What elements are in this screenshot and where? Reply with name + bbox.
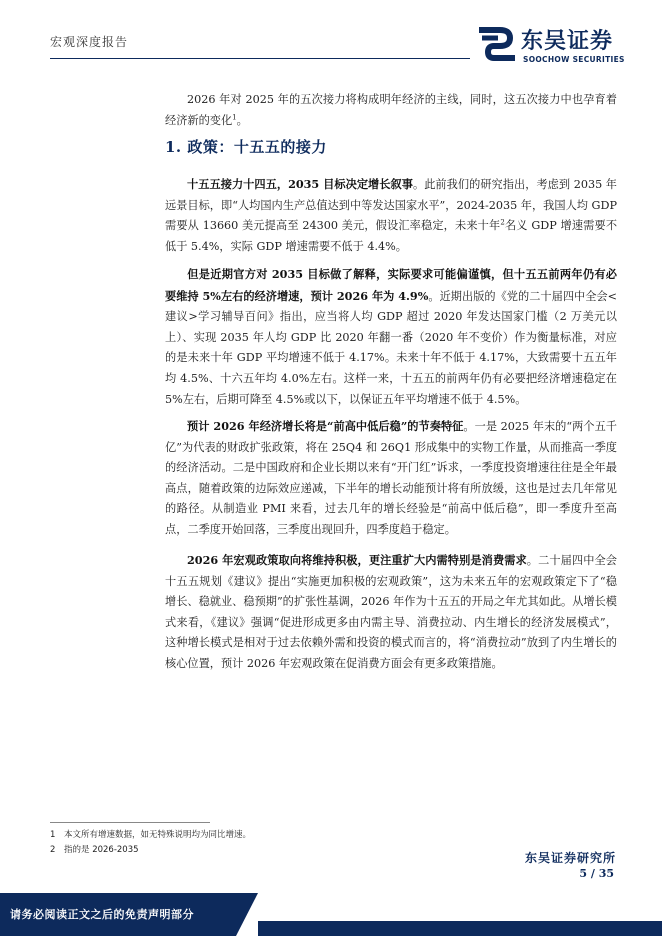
- paragraph-3-body: 。一是 2025 年末的“两个五千亿”为代表的财政扩张政策，将在 25Q4 和 26Q1 形成集中的实物工作量，从而推高一季度的经济活动。二是中国政府和企业长期以来有“开门红”诉求，一季度投资增速往往是全年最高点，随着政策的边际效应递减，下半年的增长动能预计将有所放缓，这也是过去几年常见的路径。从制造业 PMI 来看，过去几年的增长经验是“前高中低后稳”，即一季度升至高点，二季度开始回落，三季度出现回升，四季度趋于稳定。: [165, 420, 617, 536]
- footnote-2: 2 指的是 2026-2035: [50, 845, 139, 855]
- disclaimer-bar: [0, 893, 662, 936]
- header-divider: [50, 58, 470, 59]
- soochow-logo-icon: [476, 24, 518, 66]
- intro-text: 2026 年对 2025 年的五次接力将构成明年经济的主线，同时，这五次接力中也孕育着经济新的变化: [165, 93, 617, 127]
- paragraph-1-lead: 十五五接力十四五，2035 目标决定增长叙事: [187, 177, 413, 191]
- paragraph-1-body: 。此前我们的研究指出，考虑到 2035 年远景目标，即“人均国内生产总值达到中等发达国家水平”，2024-2035 年，我国人均 GDP 需要从 13660 美元提高至 24300 美元，假设汇率稳定，未来十年: [165, 178, 617, 233]
- paragraph-1: [165, 174, 617, 257]
- intro-paragraph: 2026 年对 2025 年的五次接力将构成明年经济的主线，同时，这五次接力中也孕育着经济新的变化$^1$。: [165, 93, 617, 127]
- logo-chinese-name: 东吴证券: [521, 29, 614, 54]
- paragraph-2-lead: 但是近期官方对 2035 目标做了解释，实际要求可能偏谨慎，但十五五前两年仍有必要维持 5%左右的经济增速，预计 2026 年为 4.9%: [165, 267, 617, 303]
- paragraph-2: [165, 264, 617, 410]
- paragraph-1-body-cont: 名义 GDP 增速需要不低于 5.4%，实际 GDP 增速需要不低于 4.4%。: [165, 219, 618, 253]
- report-type-label: 宏观深度报告: [50, 35, 129, 49]
- footnote-divider: [50, 822, 210, 823]
- footnote-ref-2[interactable]: 2: [500, 218, 505, 227]
- paragraph-3: [165, 416, 617, 541]
- section-title: 1. 政策：十五五的接力: [165, 138, 327, 156]
- paragraph-4-body: 。二十届四中全会十五五规划《建议》提出“实施更加积极的宏观政策”，这为未来五年的宏观政策定下了“稳增长、稳就业、稳预期”的扩张性基调，2026 年作为十五五的开局之年尤其如此。从增长模式来看，《建议》强调“促进形成更多由内需主导、消费拉动、内生增长的经济发展模式”，这种增长模式是相对于过去依赖外需和投资的模式而言的，将“消费拉动”放到了内生增长的核心位置，预计 2026 年宏观政策在促消费方面会有更多政策措施。: [165, 554, 617, 670]
- institute-name: 东吴证券研究所: [524, 851, 616, 865]
- paragraph-3-lead: 预计 2026 年经济增长将是“前高中低后稳”的节奏特征: [187, 419, 464, 433]
- logo-english-name: SOOCHOW SECURITIES: [523, 55, 625, 64]
- disclaimer-link[interactable]: 请务必阅读正文之后的免责声明部分: [10, 908, 194, 921]
- page-number: 5 / 35: [579, 867, 614, 880]
- paragraph-4: [165, 550, 617, 675]
- footnote-ref-1[interactable]: 1: [232, 112, 237, 121]
- company-logo: [476, 24, 636, 68]
- paragraph-2-body: 。近期出版的《党的二十届四中全会<建议>学习辅导百问》指出，应当将人均 GDP 超过 2020 年发达国家门槛（2 万美元以上）、实现 2035 年人均 GDP 比 2020 年翻一番（2020 年不变价）作为衡量标准，对应的是未来十年 GDP 平均增速不低于 4.17%。未来十年不低于 4.17%，大致需要十五五年均 4.5%、十六五年均 4.0%左右。这样一来，十五五的前两年仍有必要把经济增速稳定在 5%左右，后期可降至 4.5%或以下，以保证五年平均增速不低于 4.5%。: [165, 289, 617, 406]
- paragraph-4-lead: 2026 年宏观政策取向将维持积极，更注重扩大内需特别是消费需求: [187, 553, 527, 567]
- footnote-1: 1 本文所有增速数据，如无特殊说明均为同比增速。: [50, 830, 252, 840]
